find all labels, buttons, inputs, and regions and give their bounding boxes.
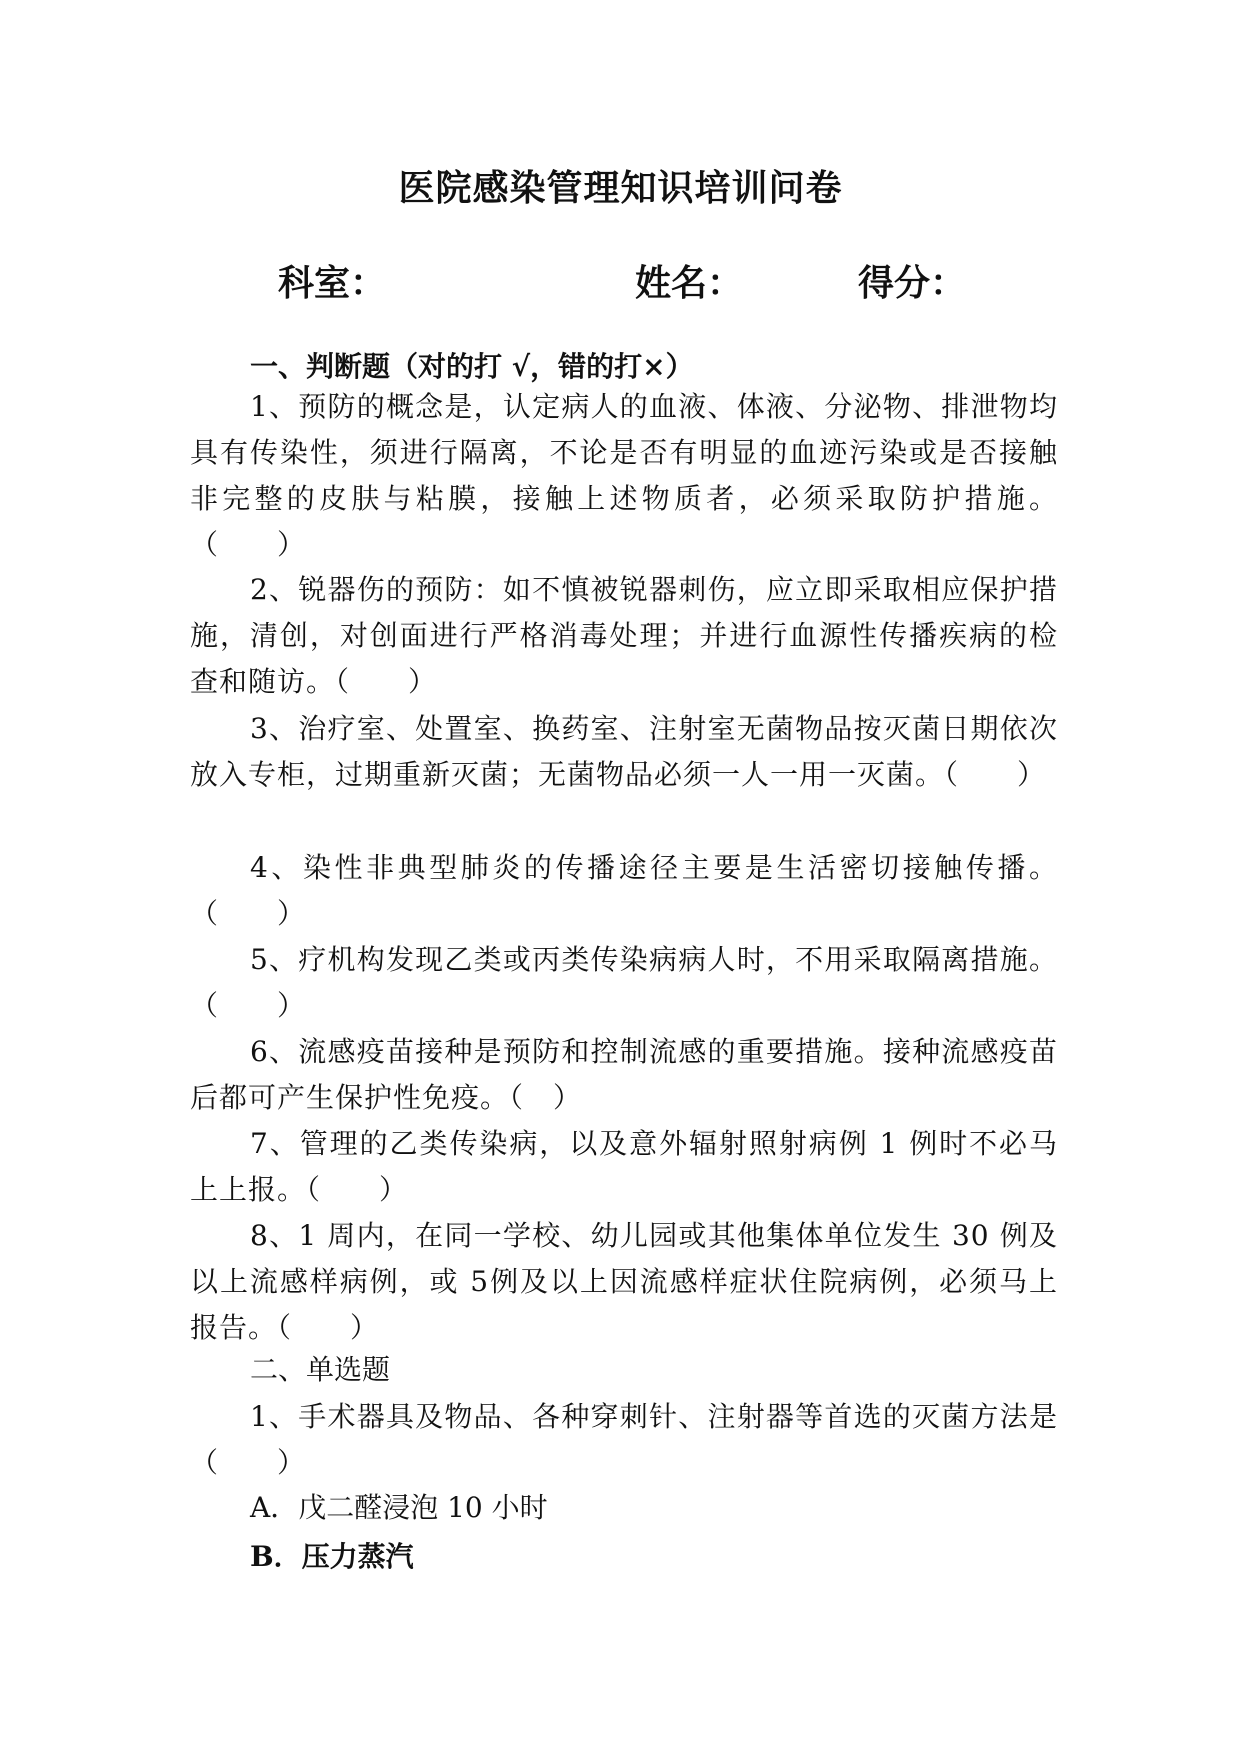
option-a: A．戊二醛浸泡 10 小时 xyxy=(250,1491,548,1524)
true-false-question: 5、疗机构发现乙类或丙类传染病病人时，不用采取隔离措施。（ ） xyxy=(190,943,1058,1022)
section-single-choice-heading: 二、单选题 xyxy=(250,1353,391,1386)
page-title: 医院感染管理知识培训问卷 xyxy=(398,167,843,209)
name-label: 姓名： xyxy=(635,262,744,304)
true-false-question: 6、流感疫苗接种是预防和控制流感的重要措施。接种流感疫苗后都可产生保护性免疫。（ ） xyxy=(190,1035,1058,1114)
true-false-question: 7、管理的乙类传染病，以及意外辐射照射病例 1 例时不必马上上报。（ ） xyxy=(190,1127,1058,1206)
true-false-question: 3、治疗室、处置室、换药室、注射室无菌物品按灭菌日期依次放入专柜，过期重新灭菌；无菌物品必须一人一用一灭菌。（ ） xyxy=(190,712,1058,791)
option-b: B．压力蒸汽 xyxy=(250,1540,414,1573)
department-label: 科室： xyxy=(278,262,387,304)
score-label: 得分： xyxy=(858,262,967,304)
single-choice-question: 1、手术器具及物品、各种穿刺针、注射器等首选的灭菌方法是 （ ） xyxy=(190,1400,1058,1479)
true-false-question: 8、1 周内，在同一学校、幼儿园或其他集体单位发生 30 例及以上流感样病例，或 5例及以上因流感样症状住院病例，必须马上报告。（ ） xyxy=(190,1219,1058,1344)
true-false-question: 2、锐器伤的预防：如不慎被锐器刺伤，应立即采取相应保护措施，清创，对创面进行严格消毒处理；并进行血源性传播疾病的检查和随访。（ ） xyxy=(190,573,1058,698)
section-true-false-heading: 一、判断题（对的打 √，错的打×） xyxy=(250,350,694,383)
true-false-question: 1、预防的概念是，认定病人的血液、体液、分泌物、排泄物均具有传染性，须进行隔离，不论是否有明显的血迹污染或是否接触非完整的皮肤与粘膜，接触上述物质者，必须采取防护措施。（ ） xyxy=(190,390,1058,561)
true-false-question: 4、染性非典型肺炎的传播途径主要是生活密切接触传播。（ ） xyxy=(190,851,1058,930)
